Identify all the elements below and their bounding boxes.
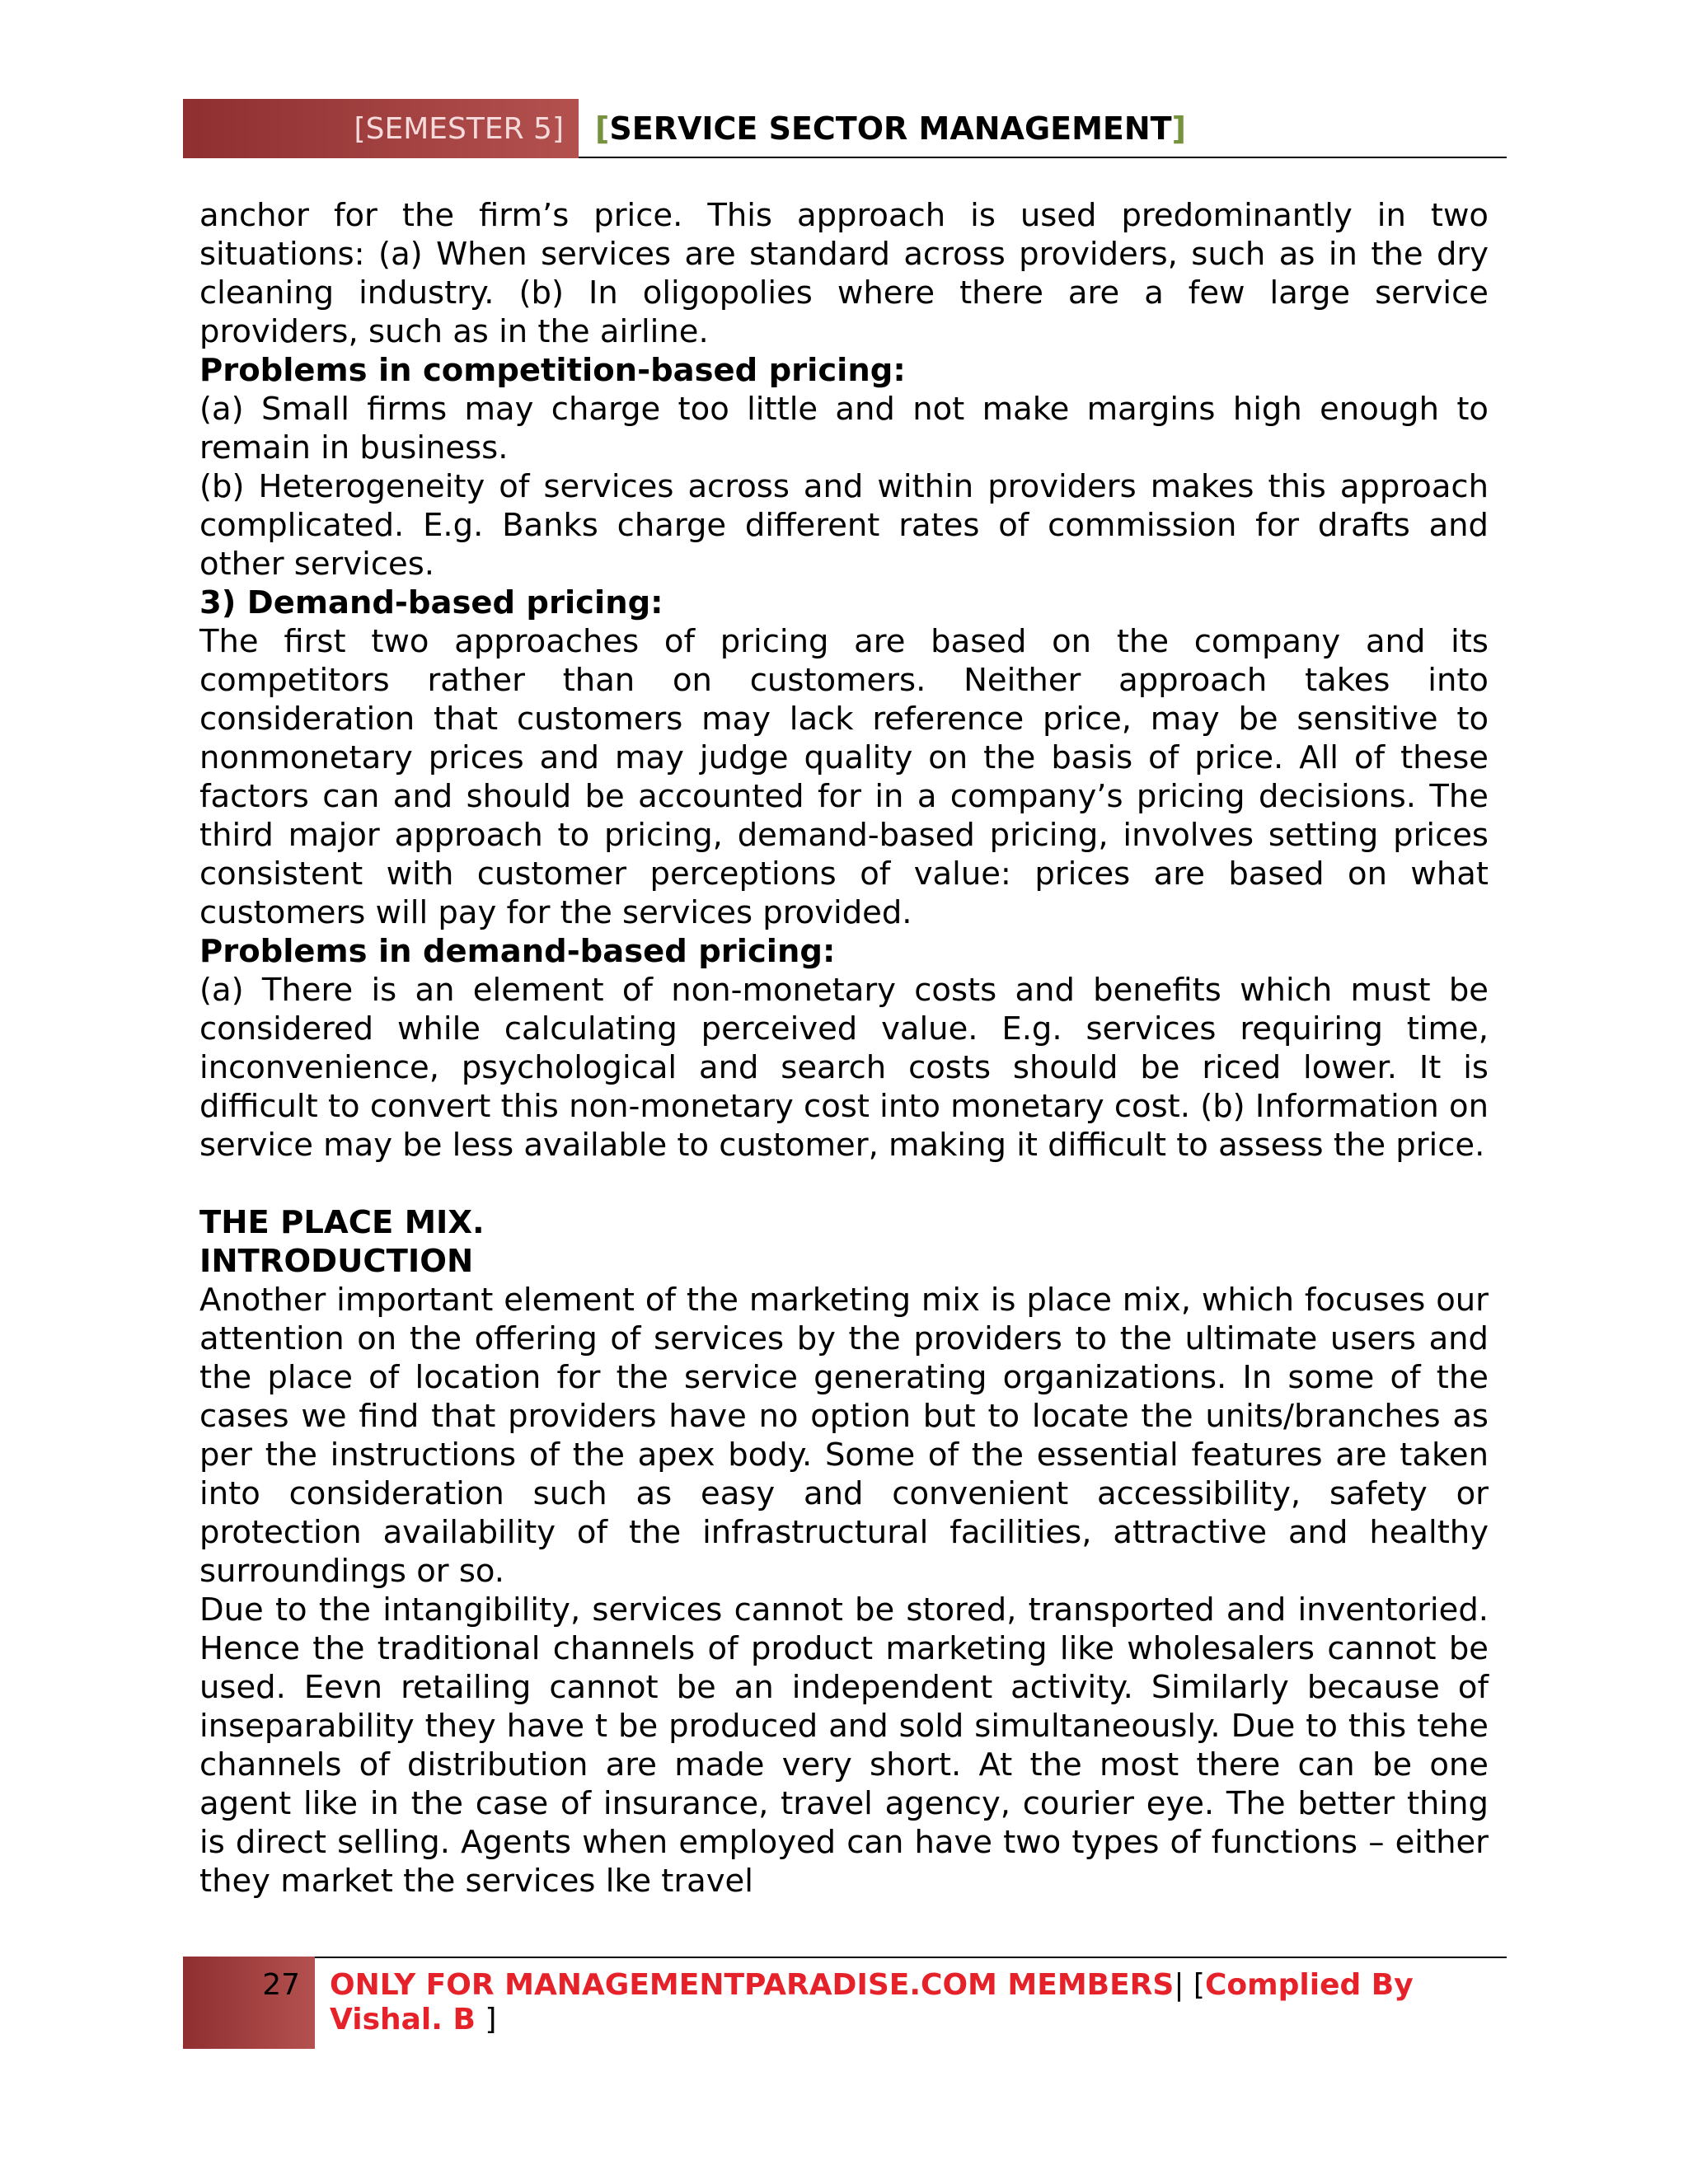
document-title xyxy=(595,110,1186,147)
footer-credit xyxy=(330,1968,1484,2037)
title-text: SERVICE SECTOR MANAGEMENT xyxy=(609,110,1172,147)
paragraph-heterogeneity: (b) Heterogeneity of services across and within providers makes this approach complicated. E.g. Banks charge different rates of commission for drafts and other services. xyxy=(199,468,1489,583)
heading-demand-problems: Problems in demand-based pricing: xyxy=(199,933,836,970)
paragraph-intangibility: Due to the intangibility, services cannot be stored, transported and inventoried. Hence the traditional channels of product marketing like wholesalers cannot be used. Eevn retailing cannot be an independent activity. Similarly because of inseparability they have t be produced and sold simultaneously. Due to this tehe channels of distribution are made very short. At the most there can be one agent like in the case of insurance, travel agency, courier eye. The better thing is direct selling. Agents when employed can have two types of functions – either they market the services lke travel xyxy=(199,1591,1489,1900)
heading-place-mix: THE PLACE MIX. xyxy=(199,1204,485,1241)
semester-label: [SEMESTER 5] xyxy=(354,112,564,146)
compiled-by: Complied By Vishal. B xyxy=(330,1968,1414,2036)
members-notice: ONLY FOR MANAGEMENTPARADISE.COM MEMBERS xyxy=(330,1968,1175,2002)
paragraph-competition-anchor: anchor for the firm’s price. This approach is used predominantly in two situations: (a) When services are standard across providers, such as in the dry cleaning industry. (b) In oligopolies where there are a few large service providers, such as in the airline. xyxy=(199,197,1489,350)
heading-introduction: INTRODUCTION xyxy=(199,1243,474,1280)
page-footer xyxy=(183,1957,1507,2049)
paragraph-demand-based: The first two approaches of pricing are based on the company and its competitors rather than on customers. Neither approach takes into consideration that customers may lack reference price, may be sensitive to nonmonetary prices and may judge quality on the basis of price. All of these factors can and should be accounted for in a company’s pricing decisions. The third major approach to pricing, demand-based pricing, involves setting prices consistent with customer perceptions of value: prices are based on what customers will pay for the services provided. xyxy=(199,623,1489,931)
header-color-block xyxy=(183,99,579,158)
footer-close-bracket: ] xyxy=(475,2003,497,2036)
paragraph-place-mix-intro: Another important element of the marketing mix is place mix, which focuses our attention on the offering of services by the providers to the ultimate users and the place of location for the service generating organizations. In some of the cases we find that providers have no option but to locate the units/branches as per the instructions of the apex body. Some of the essential features are taken into consideration such as easy and convenient accessibility, safety or protection availability of the infrastructural facilities, attractive and healthy surroundings or so. xyxy=(199,1282,1489,1590)
footer-color-block xyxy=(183,1957,315,2049)
title-open-bracket: [ xyxy=(595,110,610,147)
page-body xyxy=(199,196,1489,1900)
header-divider xyxy=(579,157,1507,158)
paragraph-small-firms: (a) Small firms may charge too little and not make margins high enough to remain in business. xyxy=(199,391,1489,466)
paragraph-demand-problems: (a) There is an element of non-monetary costs and benefits which must be considered while calculating perceived value. E.g. services requiring time, inconvenience, psychological and search costs should be riced lower. It is difficult to convert this non-monetary cost into monetary cost. (b) Information on service may be less available to customer, making it difficult to assess the price. xyxy=(199,972,1489,1164)
section-gap xyxy=(199,1165,1489,1203)
page-header xyxy=(183,99,1507,158)
heading-demand-based: 3) Demand-based pricing: xyxy=(199,584,663,621)
title-close-bracket: ] xyxy=(1171,110,1186,147)
heading-competition-problems: Problems in competition-based pricing: xyxy=(199,352,906,389)
footer-separator: | [ xyxy=(1174,1968,1205,2002)
page-number: 27 xyxy=(262,1968,300,2002)
footer-divider xyxy=(315,1957,1507,1958)
